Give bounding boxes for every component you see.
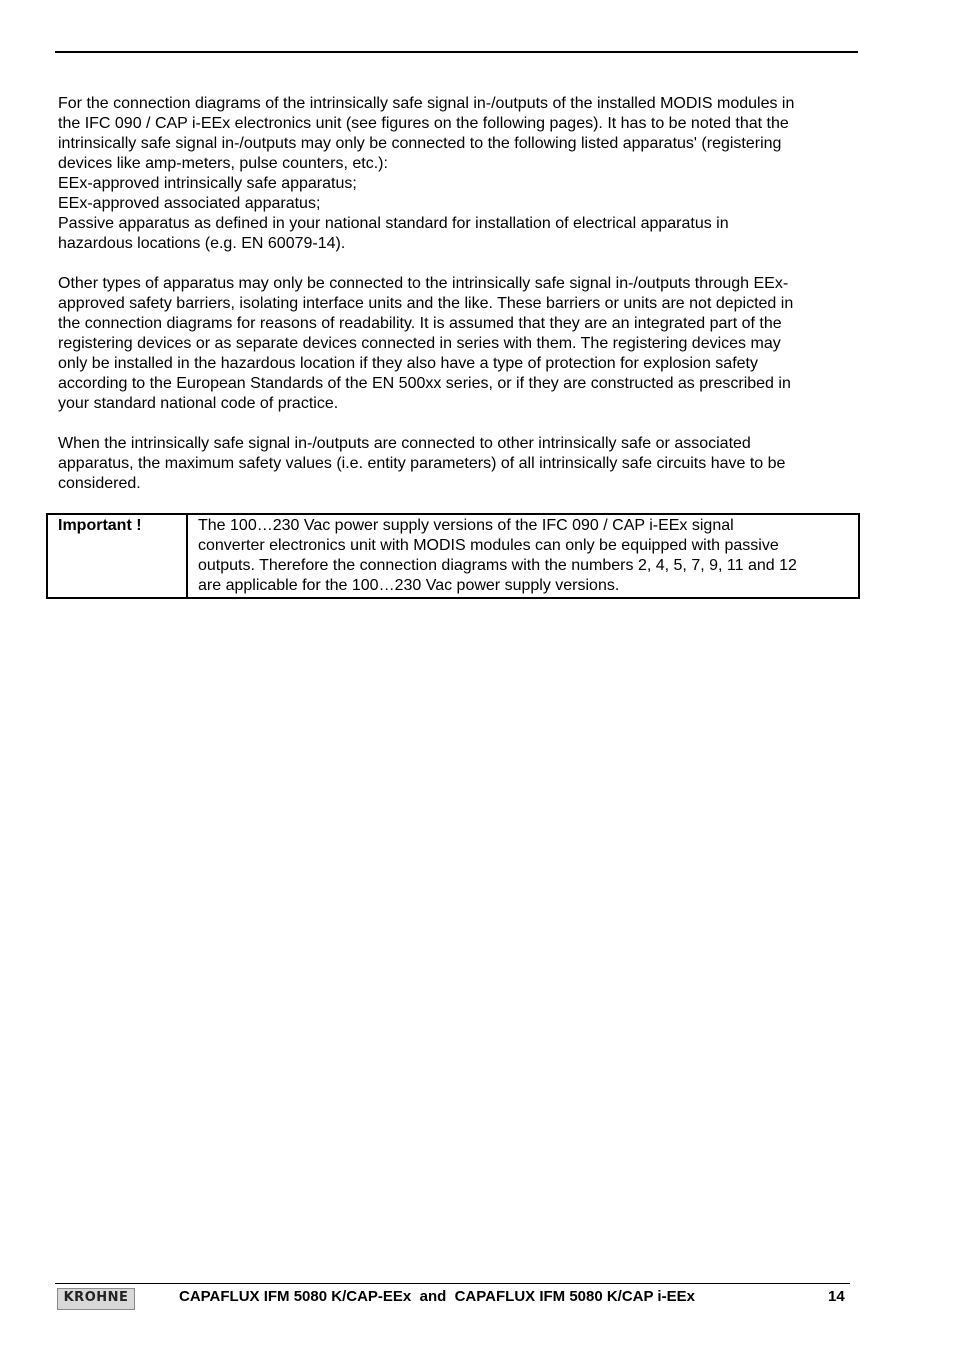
header-rule — [55, 51, 858, 53]
note-label: Important ! — [47, 514, 187, 598]
table-row — [47, 514, 859, 598]
list-item: EEx-approved intrinsically safe apparatus; — [58, 175, 357, 192]
paragraph-safety-values — [58, 434, 858, 494]
text-line: intrinsically safe signal in-/outputs may only be connected to the following listed apparatus' (registering — [58, 135, 782, 152]
footer-rule — [55, 1283, 850, 1284]
text-line: your standard national code of practice. — [58, 395, 339, 412]
text-line: devices like amp-meters, pulse counters, etc.): — [58, 155, 388, 172]
footer-title: CAPAFLUX IFM 5080 K/CAP-EEx and CAPAFLUX IFM 5080 K/CAP i-EEx — [179, 1288, 695, 1305]
text-line: outputs. Therefore the connection diagrams with the numbers 2, 4, 5, 7, 9, 11 and 12 — [198, 557, 797, 574]
logo-text: KROHNE — [63, 1290, 129, 1305]
text-line: approved safety barriers, isolating interface units and the like. These barriers or units are not depicted in — [58, 295, 794, 312]
text-line: When the intrinsically safe signal in-/outputs are connected to other intrinsically safe or associated — [58, 435, 751, 452]
text-line: the connection diagrams for reasons of readability. It is assumed that they are an integrated part of the — [58, 315, 782, 332]
paragraph-other-apparatus — [58, 274, 858, 414]
note-text — [187, 514, 859, 598]
text-line: only be installed in the hazardous location if they also have a type of protection for explosion safety — [58, 355, 758, 372]
text-line: considered. — [58, 475, 141, 492]
important-note-table — [46, 513, 860, 599]
text-line: Other types of apparatus may only be connected to the intrinsically safe signal in-/outputs through EEx- — [58, 275, 789, 292]
page-number: 14 — [828, 1288, 845, 1305]
text-line: The 100…230 Vac power supply versions of the IFC 090 / CAP i-EEx signal — [198, 517, 734, 534]
text-line: registering devices or as separate devices connected in series with them. The registering devices may — [58, 335, 781, 352]
text-line: hazardous locations (e.g. EN 60079-14). — [58, 235, 346, 252]
paragraph-connection-diagrams — [58, 94, 858, 254]
text-line: the IFC 090 / CAP i-EEx electronics unit (see figures on the following pages). It has to be noted that the — [58, 115, 789, 132]
text-line: apparatus, the maximum safety values (i.e. entity parameters) of all intrinsically safe circuits have to be — [58, 455, 786, 472]
text-line: are applicable for the 100…230 Vac power supply versions. — [198, 577, 620, 594]
text-line: For the connection diagrams of the intrinsically safe signal in-/outputs of the installed MODIS modules in — [58, 95, 795, 112]
list-item: EEx-approved associated apparatus; — [58, 195, 321, 212]
krohne-logo — [57, 1288, 135, 1310]
text-line: converter electronics unit with MODIS modules can only be equipped with passive — [198, 537, 779, 554]
list-item: Passive apparatus as defined in your national standard for installation of electrical apparatus in — [58, 215, 729, 232]
document-body — [58, 94, 858, 514]
text-line: according to the European Standards of the EN 500xx series, or if they are constructed as prescribed in — [58, 375, 791, 392]
